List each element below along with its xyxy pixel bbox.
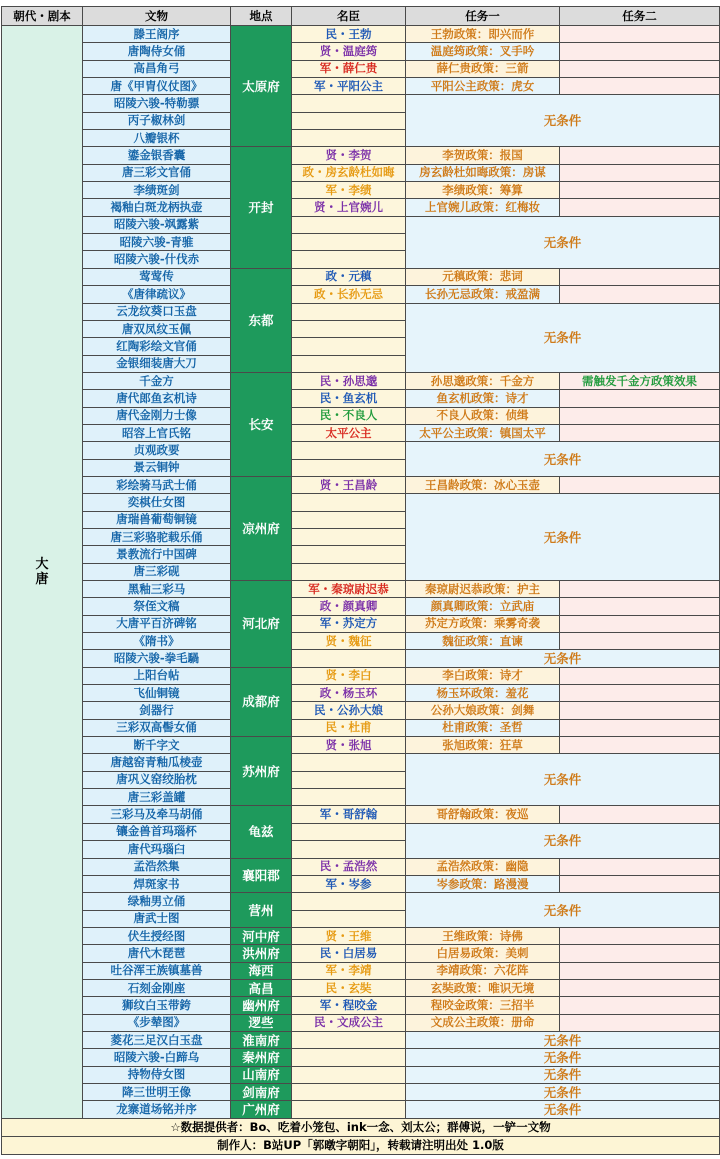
no-condition-cell: 无条件	[406, 494, 720, 581]
task-two-cell	[560, 286, 720, 303]
no-condition-cell: 无条件	[406, 1049, 720, 1066]
no-condition-cell: 无条件	[406, 442, 720, 477]
minister-cell	[292, 1101, 406, 1118]
minister-cell	[292, 1066, 406, 1083]
minister-cell	[292, 216, 406, 233]
task-two-cell	[560, 78, 720, 95]
minister-cell: 贤・张旭	[292, 737, 406, 754]
task-two-cell	[560, 997, 720, 1014]
relic-cell: 飞仙铜镜	[83, 685, 231, 702]
table-row	[2, 303, 720, 320]
relic-cell: 唐《甲胄仪仗图》	[83, 78, 231, 95]
task-one-cell: 岑参政策：路漫漫	[406, 875, 560, 892]
task-one-cell: 魏征政策：直谏	[406, 633, 560, 650]
relic-cell: 唐巩义窑绞胎枕	[83, 771, 231, 788]
minister-cell	[292, 563, 406, 580]
minister-cell: 民・公孙大娘	[292, 702, 406, 719]
task-two-cell	[560, 407, 720, 424]
task-two-cell	[560, 26, 720, 43]
table-row	[2, 685, 720, 702]
no-condition-cell: 无条件	[406, 1066, 720, 1083]
minister-cell: 政・长孙无忌	[292, 286, 406, 303]
minister-cell	[292, 338, 406, 355]
task-two-cell	[560, 719, 720, 736]
task-one-cell: 李绩政策：筹算	[406, 182, 560, 199]
task-two-cell	[560, 685, 720, 702]
task-two-cell	[560, 737, 720, 754]
location-cell: 河中府	[231, 927, 292, 944]
minister-cell	[292, 754, 406, 771]
minister-cell	[292, 442, 406, 459]
location-cell: 高昌	[231, 979, 292, 996]
header-dynasty: 朝代・剧本	[2, 7, 83, 26]
relic-cell: 昭容上官氏铭	[83, 424, 231, 441]
minister-cell: 民・玄奘	[292, 979, 406, 996]
task-one-cell: 李贺政策：报国	[406, 147, 560, 164]
relic-cell: 唐三彩盖罐	[83, 789, 231, 806]
minister-cell: 军・苏定方	[292, 615, 406, 632]
relic-cell: 黑釉三彩马	[83, 581, 231, 598]
relic-cell: 祭侄文稿	[83, 598, 231, 615]
table-row	[2, 1066, 720, 1083]
table-row	[2, 737, 720, 754]
relic-cell: 焊斑家书	[83, 875, 231, 892]
relic-cell: 云龙纹葵口玉盘	[83, 303, 231, 320]
minister-cell	[292, 303, 406, 320]
task-one-cell: 张旭政策：狂草	[406, 737, 560, 754]
table-row	[2, 216, 720, 233]
task-two-cell	[560, 979, 720, 996]
table-row	[2, 927, 720, 944]
relic-cell: 菱花三足汉白玉盘	[83, 1031, 231, 1048]
table-row	[2, 494, 720, 511]
task-one-cell: 平阳公主政策：虎女	[406, 78, 560, 95]
relic-cell: 高昌角弓	[83, 60, 231, 77]
relic-cell: 《唐律疏议》	[83, 286, 231, 303]
minister-cell: 贤・李白	[292, 667, 406, 684]
table-row	[2, 633, 720, 650]
table-row	[2, 424, 720, 441]
task-two-cell	[560, 633, 720, 650]
relic-cell: 狮纹白玉带銙	[83, 997, 231, 1014]
task-two-cell	[560, 60, 720, 77]
minister-cell: 政・房玄龄杜如晦	[292, 164, 406, 181]
no-condition-cell: 无条件	[406, 1031, 720, 1048]
minister-cell: 贤・温庭筠	[292, 43, 406, 60]
task-one-cell: 元稹政策：悲词	[406, 268, 560, 285]
minister-cell: 太平公主	[292, 424, 406, 441]
task-two-cell	[560, 199, 720, 216]
minister-cell: 民・王勃	[292, 26, 406, 43]
header-relic: 文物	[83, 7, 231, 26]
minister-cell: 军・秦琼尉迟恭	[292, 581, 406, 598]
table-row	[2, 182, 720, 199]
minister-cell	[292, 546, 406, 563]
no-condition-cell: 无条件	[406, 1083, 720, 1100]
relic-cell: 石刻金刚座	[83, 979, 231, 996]
relic-cell: 昭陵六骏-白蹄乌	[83, 1049, 231, 1066]
relic-cell: 滕王阁序	[83, 26, 231, 43]
minister-cell: 军・李靖	[292, 962, 406, 979]
task-two-cell	[560, 476, 720, 493]
table-row	[2, 1083, 720, 1100]
task-one-cell: 孙思邈政策：千金方	[406, 372, 560, 389]
table-row	[2, 268, 720, 285]
relic-cell: 绿釉男立俑	[83, 893, 231, 910]
table-row	[2, 858, 720, 875]
minister-cell	[292, 130, 406, 147]
location-cell: 成都府	[231, 667, 292, 736]
relic-cell: 孟浩然集	[83, 858, 231, 875]
location-cell: 海西	[231, 962, 292, 979]
task-one-cell: 王维政策：诗佛	[406, 927, 560, 944]
relic-cell: 剑器行	[83, 702, 231, 719]
task-one-cell: 玄奘政策：唯识无境	[406, 979, 560, 996]
table-row	[2, 823, 720, 840]
location-cell: 广州府	[231, 1101, 292, 1118]
location-cell: 山南府	[231, 1066, 292, 1083]
minister-cell	[292, 234, 406, 251]
table-row	[2, 615, 720, 632]
task-one-cell: 王昌龄政策：冰心玉壶	[406, 476, 560, 493]
minister-cell	[292, 320, 406, 337]
relic-cell: 莺莺传	[83, 268, 231, 285]
table-row	[2, 1014, 720, 1031]
table-row	[2, 95, 720, 112]
minister-cell	[292, 841, 406, 858]
relic-cell: 唐双凤纹玉佩	[83, 320, 231, 337]
minister-cell: 贤・李贺	[292, 147, 406, 164]
minister-cell	[292, 95, 406, 112]
table-body	[2, 26, 720, 1119]
relic-cell: 千金方	[83, 372, 231, 389]
task-two-cell	[560, 702, 720, 719]
task-one-cell: 杜甫政策：圣哲	[406, 719, 560, 736]
minister-cell: 政・杨玉环	[292, 685, 406, 702]
task-one-cell: 哥舒翰政策：夜巡	[406, 806, 560, 823]
location-cell: 襄阳郡	[231, 858, 292, 893]
task-two-cell	[560, 424, 720, 441]
header-task-one: 任务一	[406, 7, 560, 26]
table-row	[2, 26, 720, 43]
table-row	[2, 962, 720, 979]
minister-cell: 军・岑参	[292, 875, 406, 892]
location-cell: 洪州府	[231, 945, 292, 962]
minister-cell	[292, 1083, 406, 1100]
location-cell: 河北府	[231, 581, 292, 668]
task-two-cell	[560, 1014, 720, 1031]
table-row	[2, 806, 720, 823]
task-one-cell: 白居易政策：美刺	[406, 945, 560, 962]
minister-cell: 政・元稹	[292, 268, 406, 285]
minister-cell	[292, 1031, 406, 1048]
relic-cell: 红陶彩绘文官俑	[83, 338, 231, 355]
relic-cell: 八瓣银杯	[83, 130, 231, 147]
task-two-cell	[560, 182, 720, 199]
relic-cell: 唐三彩骆驼载乐俑	[83, 528, 231, 545]
table-row	[2, 997, 720, 1014]
table-row	[2, 945, 720, 962]
task-one-cell: 不良人政策：侦缉	[406, 407, 560, 424]
task-two-cell	[560, 615, 720, 632]
minister-cell	[292, 251, 406, 268]
relic-cell: 唐代金刚力士像	[83, 407, 231, 424]
relic-cell: 昭陵六骏-飒露紫	[83, 216, 231, 233]
relic-cell: 唐代玛瑙臼	[83, 841, 231, 858]
table-row	[2, 60, 720, 77]
relic-cell: 奕棋仕女图	[83, 494, 231, 511]
table-row	[2, 442, 720, 459]
table-row	[2, 147, 720, 164]
relic-cell: 伏生授经图	[83, 927, 231, 944]
relic-cell: 大唐平百济碑铭	[83, 615, 231, 632]
no-condition-cell: 无条件	[406, 893, 720, 928]
task-two-cell	[560, 390, 720, 407]
relic-cell: 昭陵六骏-什伐赤	[83, 251, 231, 268]
task-one-cell: 苏定方政策：乘雾奇袭	[406, 615, 560, 632]
location-cell: 太原府	[231, 26, 292, 147]
relic-cell: 唐代郎鱼玄机诗	[83, 390, 231, 407]
task-one-cell: 上官婉儿政策：红梅妆	[406, 199, 560, 216]
no-condition-cell: 无条件	[406, 95, 720, 147]
task-two-cell	[560, 581, 720, 598]
table-row	[2, 199, 720, 216]
minister-cell: 民・孙思邈	[292, 372, 406, 389]
no-condition-cell: 无条件	[406, 823, 720, 858]
relic-cell: 镶金兽首玛瑙杯	[83, 823, 231, 840]
table-row	[2, 78, 720, 95]
relic-cell: 持物侍女图	[83, 1066, 231, 1083]
task-one-cell: 薛仁贵政策：三箭	[406, 60, 560, 77]
no-condition-cell: 无条件	[406, 754, 720, 806]
task-two-cell	[560, 164, 720, 181]
minister-cell: 军・哥舒翰	[292, 806, 406, 823]
table-row	[2, 702, 720, 719]
task-two-cell	[560, 43, 720, 60]
table-row	[2, 164, 720, 181]
relic-cell: 唐代木琵琶	[83, 945, 231, 962]
minister-cell	[292, 789, 406, 806]
relic-cell: 昭陵六骏-特勒骠	[83, 95, 231, 112]
table-row	[2, 875, 720, 892]
location-cell: 逻些	[231, 1014, 292, 1031]
minister-cell: 军・李绩	[292, 182, 406, 199]
table-row	[2, 979, 720, 996]
table-row	[2, 1049, 720, 1066]
task-two-cell	[560, 268, 720, 285]
table-row	[2, 43, 720, 60]
minister-cell	[292, 771, 406, 788]
header-task-two: 任务二	[560, 7, 720, 26]
relic-cell: 断千字文	[83, 737, 231, 754]
minister-cell	[292, 112, 406, 129]
location-cell: 东都	[231, 268, 292, 372]
minister-cell	[292, 823, 406, 840]
location-cell: 淮南府	[231, 1031, 292, 1048]
location-cell: 凉州府	[231, 476, 292, 580]
minister-cell: 贤・上官婉儿	[292, 199, 406, 216]
relic-cell: 昭陵六骏-拳毛騧	[83, 650, 231, 667]
location-cell: 长安	[231, 372, 292, 476]
table-row	[2, 1101, 720, 1118]
minister-cell: 贤・王昌龄	[292, 476, 406, 493]
relic-cell: 唐越窑青釉瓜棱壶	[83, 754, 231, 771]
task-two-cell: 需触发千金方政策效果	[560, 372, 720, 389]
minister-cell: 军・薛仁贵	[292, 60, 406, 77]
task-one-cell: 孟浩然政策：幽隐	[406, 858, 560, 875]
relic-cell: 金银细装唐大刀	[83, 355, 231, 372]
minister-cell	[292, 459, 406, 476]
minister-cell	[292, 893, 406, 910]
relic-cell: 唐陶侍女俑	[83, 43, 231, 60]
location-cell: 龟兹	[231, 806, 292, 858]
minister-cell	[292, 511, 406, 528]
task-one-cell: 鱼玄机政策：诗才	[406, 390, 560, 407]
location-cell: 苏州府	[231, 737, 292, 806]
no-condition-cell: 无条件	[406, 303, 720, 372]
location-cell: 幽州府	[231, 997, 292, 1014]
relic-cell: 唐三彩砚	[83, 563, 231, 580]
task-one-cell: 程咬金政策：三招半	[406, 997, 560, 1014]
credits-line: ☆数据提供者：Bo、吃着小笼包、ink一念、刘太公；群傅说，一铲一文物	[2, 1118, 720, 1136]
table-row	[2, 893, 720, 910]
minister-cell	[292, 355, 406, 372]
table-row	[2, 667, 720, 684]
task-two-cell	[560, 927, 720, 944]
minister-cell: 政・颜真卿	[292, 598, 406, 615]
relic-cell: 降三世明王像	[83, 1083, 231, 1100]
table-row	[2, 581, 720, 598]
relic-cell: 李绩斑剑	[83, 182, 231, 199]
task-two-cell	[560, 598, 720, 615]
task-one-cell: 李白政策：诗才	[406, 667, 560, 684]
minister-cell: 民・白居易	[292, 945, 406, 962]
minister-cell: 军・程咬金	[292, 997, 406, 1014]
task-one-cell: 公孙大娘政策：剑舞	[406, 702, 560, 719]
minister-cell: 民・杜甫	[292, 719, 406, 736]
table-row	[2, 390, 720, 407]
table-row	[2, 650, 720, 667]
relic-cell: 《步辇图》	[83, 1014, 231, 1031]
relic-cell: 唐三彩文官俑	[83, 164, 231, 181]
table-row	[2, 286, 720, 303]
minister-cell	[292, 528, 406, 545]
task-two-cell	[560, 806, 720, 823]
task-two-cell	[560, 858, 720, 875]
task-one-cell: 颜真卿政策：立武庙	[406, 598, 560, 615]
header-location: 地点	[231, 7, 292, 26]
task-one-cell: 王勃政策：即兴而作	[406, 26, 560, 43]
relic-cell: 三彩双高髻女俑	[83, 719, 231, 736]
relic-cell: 《隋书》	[83, 633, 231, 650]
no-condition-cell: 无条件	[406, 650, 720, 667]
minister-cell	[292, 910, 406, 927]
relic-cell: 丙子椒林剑	[83, 112, 231, 129]
relic-cell: 褐釉白斑龙柄执壶	[83, 199, 231, 216]
relic-cell: 昭陵六骏-青骓	[83, 234, 231, 251]
relic-cell: 唐武士图	[83, 910, 231, 927]
table-row	[2, 754, 720, 771]
table-row	[2, 719, 720, 736]
task-one-cell: 李靖政策：六花阵	[406, 962, 560, 979]
table-row	[2, 372, 720, 389]
minister-cell: 贤・魏征	[292, 633, 406, 650]
table-row	[2, 598, 720, 615]
relic-cell: 唐瑞兽葡萄铜镜	[83, 511, 231, 528]
header-row	[2, 7, 720, 26]
relic-cell: 景云铜钟	[83, 459, 231, 476]
minister-cell: 民・文成公主	[292, 1014, 406, 1031]
location-cell: 剑南府	[231, 1083, 292, 1100]
location-cell: 秦州府	[231, 1049, 292, 1066]
task-two-cell	[560, 147, 720, 164]
task-one-cell: 太平公主政策：镇国太平	[406, 424, 560, 441]
table-row	[2, 407, 720, 424]
no-condition-cell: 无条件	[406, 216, 720, 268]
task-one-cell: 长孙无忌政策：戒盈满	[406, 286, 560, 303]
task-two-cell	[560, 945, 720, 962]
relic-cell: 彩绘骑马武士俑	[83, 476, 231, 493]
minister-cell: 贤・王维	[292, 927, 406, 944]
dynasty-cell: 大 唐	[2, 26, 83, 1119]
relic-cell: 贞观政要	[83, 442, 231, 459]
minister-cell	[292, 650, 406, 667]
task-one-cell: 房玄龄杜如晦政策：房谋	[406, 164, 560, 181]
table-row	[2, 1031, 720, 1048]
minister-cell: 民・不良人	[292, 407, 406, 424]
relic-cell: 吐谷浑王族镇墓兽	[83, 962, 231, 979]
location-cell: 营州	[231, 893, 292, 928]
minister-cell: 军・平阳公主	[292, 78, 406, 95]
task-two-cell	[560, 962, 720, 979]
relic-cell: 上阳台帖	[83, 667, 231, 684]
relic-cell: 龙寨道场铭并序	[83, 1101, 231, 1118]
header-minister: 名臣	[292, 7, 406, 26]
task-one-cell: 文成公主政策：册命	[406, 1014, 560, 1031]
no-condition-cell: 无条件	[406, 1101, 720, 1118]
task-two-cell	[560, 667, 720, 684]
task-two-cell	[560, 875, 720, 892]
task-one-cell: 温庭筠政策：叉手吟	[406, 43, 560, 60]
minister-cell: 民・孟浩然	[292, 858, 406, 875]
minister-cell	[292, 494, 406, 511]
task-one-cell: 杨玉环政策：羞花	[406, 685, 560, 702]
relic-cell: 景教流行中国碑	[83, 546, 231, 563]
relic-cell: 三彩马及牵马胡俑	[83, 806, 231, 823]
author-line: 制作人：B站UP「郭暾字朝阳」，转载请注明出处 1.0版	[2, 1136, 720, 1154]
minister-cell: 民・鱼玄机	[292, 390, 406, 407]
minister-cell	[292, 1049, 406, 1066]
relic-task-table	[1, 6, 720, 1155]
relic-cell: 鎏金银香囊	[83, 147, 231, 164]
location-cell: 开封	[231, 147, 292, 268]
table-row	[2, 476, 720, 493]
task-one-cell: 秦琼尉迟恭政策：护主	[406, 581, 560, 598]
